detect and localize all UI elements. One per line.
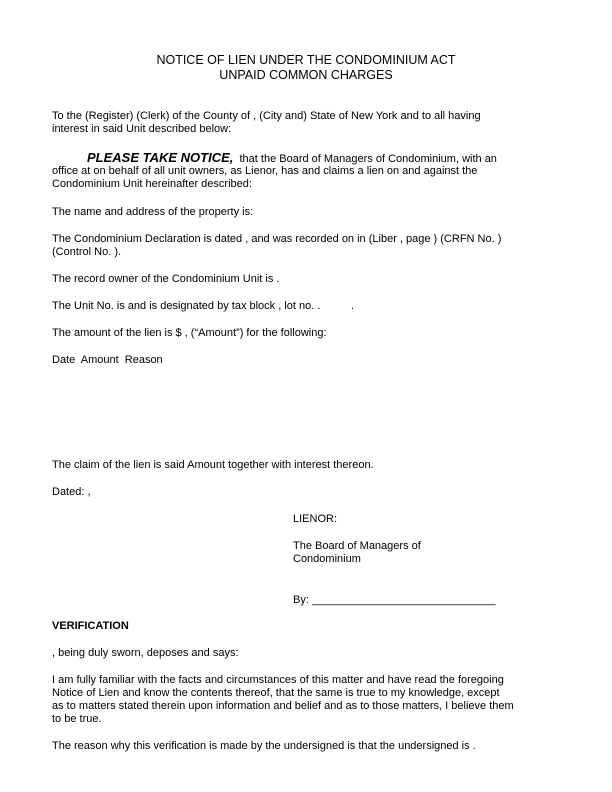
lienor-name-line-1: The Board of Managers of (293, 540, 421, 552)
verification-para-line-4: to be true. (52, 713, 102, 725)
address-line-1: To the (Register) (Clerk) of the County of , (City and) State of New York and to all having (52, 110, 481, 122)
verification-para-line-2: Notice of Lien and know the contents thereof, that the same is true to my knowledge, except (52, 687, 500, 699)
notice-lead: PLEASE TAKE NOTICE, (87, 150, 234, 165)
notice-line-3: Condominium Unit hereinafter described: (52, 178, 252, 190)
sworn-line: , being duly sworn, deposes and says: (52, 647, 239, 659)
address-line-2: interest in said Unit described below: (52, 123, 232, 135)
verification-heading: VERIFICATION (52, 620, 129, 632)
dated-line: Dated: , (52, 486, 91, 498)
notice-line-1 (87, 151, 497, 166)
unit-line: The Unit No. is and is designated by tax block , lot no. . . (52, 300, 355, 312)
verification-reason-line: The reason why this verification is made by the undersigned is that the undersigned is . (52, 740, 476, 752)
verification-para-line-3: as to matters stated therein upon information and belief and as to those matters, I believe them (52, 700, 514, 712)
verification-para-line-1: I am fully familiar with the facts and circumstances of this matter and have read the foregoing (52, 674, 504, 686)
lienor-name-line-2: Condominium (293, 553, 361, 565)
lienor-label: LIENOR: (293, 513, 338, 525)
notice-line-2: office at on behalf of all unit owners, as Lienor, has and claims a lien on and against the (52, 165, 478, 177)
title-line-1: NOTICE OF LIEN UNDER THE CONDOMINIUM ACT (156, 53, 456, 67)
declaration-line-2: (Control No. ). (52, 246, 122, 258)
notice-line-1-rest: that the Board of Managers of Condominium, with an (233, 153, 497, 165)
record-owner-line: The record owner of the Condominium Unit is . (52, 273, 280, 285)
title-line-2: UNPAID COMMON CHARGES (219, 68, 393, 82)
declaration-line-1: The Condominium Declaration is dated , and was recorded on in (Liber , page ) (CRFN No. ) (52, 233, 502, 245)
property-line: The name and address of the property is: (52, 206, 254, 218)
signature-line: By: ______________________________ (293, 594, 496, 606)
amount-line: The amount of the lien is $ , (“Amount”) for the following: (52, 327, 327, 339)
lien-table-header: Date Amount Reason (52, 354, 163, 366)
claim-line: The claim of the lien is said Amount together with interest thereon. (52, 459, 374, 471)
